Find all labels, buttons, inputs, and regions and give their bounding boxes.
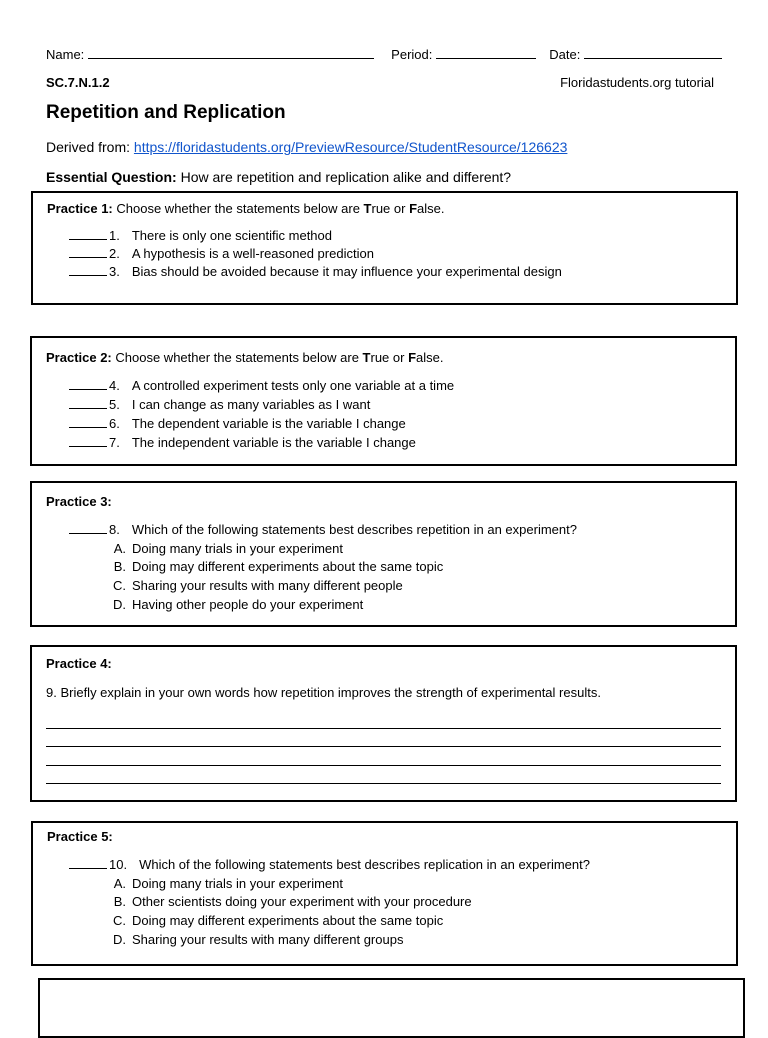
practice-3-box [30, 481, 737, 627]
true-rest: rue or [370, 350, 405, 365]
practice-2-label: Practice 2: [46, 350, 112, 365]
name-field[interactable] [88, 46, 374, 59]
question-row [69, 522, 577, 537]
question-text: Which of the following statements best describes replication in an experiment? [139, 857, 590, 872]
question-number: 5. [109, 397, 120, 412]
question-number: 7. [109, 435, 120, 450]
question-text: A controlled experiment tests only one variable at a time [131, 378, 455, 393]
answer-blank[interactable] [69, 246, 107, 258]
practice-2-instructions [46, 350, 444, 365]
option-c[interactable] [112, 913, 443, 928]
question-row [69, 246, 374, 261]
false-letter: F [409, 201, 418, 216]
answer-line[interactable] [46, 728, 721, 729]
option-c[interactable] [112, 578, 403, 593]
question-number: 8. [109, 522, 120, 537]
option-a[interactable] [112, 876, 343, 891]
question-text: There is only one scientific method [131, 228, 332, 243]
question-number: 10. [109, 857, 128, 872]
option-b[interactable] [112, 894, 472, 909]
option-text: Sharing your results with many different groups [132, 932, 404, 947]
option-b[interactable] [112, 559, 443, 574]
option-text: Having other people do your experiment [132, 597, 364, 612]
option-d[interactable] [112, 932, 403, 947]
practice-5-box [31, 821, 738, 966]
practice-1-instructions [47, 201, 445, 216]
practice-2-box [30, 336, 737, 466]
option-letter: C. [113, 913, 126, 928]
period-label: Period: [391, 47, 433, 62]
question-row [69, 857, 590, 872]
option-a[interactable] [112, 541, 343, 556]
practice-3-label: Practice 3: [46, 494, 112, 509]
practice-5-label: Practice 5: [47, 829, 113, 844]
derived-label: Derived from: [46, 139, 131, 155]
option-text: Other scientists doing your experiment with your procedure [132, 894, 472, 909]
answer-blank[interactable] [69, 397, 107, 409]
source-link[interactable]: https://floridastudents.org/PreviewResource/StudentResource/126623 [133, 139, 568, 155]
true-letter: T [362, 350, 371, 365]
option-text: Sharing your results with many different people [132, 578, 403, 593]
question-row [69, 397, 370, 412]
question-number: 2. [109, 246, 120, 261]
practice-4-box [30, 645, 737, 802]
instructions-text: Choose whether the statements below are [115, 350, 359, 365]
answer-blank[interactable] [69, 264, 107, 276]
question-text: The dependent variable is the variable I change [131, 416, 406, 431]
eq-text: How are repetition and replication alike and different? [180, 169, 512, 185]
question-row [69, 416, 406, 431]
answer-blank[interactable] [69, 522, 107, 534]
answer-line[interactable] [46, 746, 721, 747]
true-letter: T [363, 201, 372, 216]
false-letter: F [408, 350, 417, 365]
option-letter: B. [113, 559, 126, 574]
question-text: A hypothesis is a well-reasoned prediction [131, 246, 374, 261]
answer-blank[interactable] [69, 228, 107, 240]
eq-label: Essential Question: [46, 169, 177, 185]
source-tag: Floridastudents.org tutorial [560, 75, 714, 90]
derived-from [46, 139, 567, 155]
next-box [38, 978, 745, 1038]
page-title: Repetition and Replication [46, 102, 286, 123]
date-label: Date: [549, 47, 581, 62]
instructions-text: Choose whether the statements below are [116, 201, 360, 216]
true-rest: rue or [371, 201, 406, 216]
question-text: The independent variable is the variable I change [131, 435, 416, 450]
header-fields [46, 46, 722, 62]
name-label: Name: [46, 47, 85, 62]
question-row [69, 228, 332, 243]
option-letter: D. [113, 932, 126, 947]
period-field[interactable] [436, 46, 536, 59]
false-rest: alse. [416, 350, 444, 365]
question-row [69, 378, 454, 393]
answer-blank[interactable] [69, 378, 107, 390]
option-letter: C. [113, 578, 126, 593]
question-text: I can change as many variables as I want [131, 397, 371, 412]
false-rest: alse. [417, 201, 445, 216]
question-text: Which of the following statements best describes repetition in an experiment? [131, 522, 577, 537]
option-letter: D. [113, 597, 126, 612]
answer-blank[interactable] [69, 435, 107, 447]
date-field[interactable] [584, 46, 722, 59]
answer-line[interactable] [46, 783, 721, 784]
option-letter: A. [113, 541, 126, 556]
option-text: Doing many trials in your experiment [132, 541, 343, 556]
option-text: Doing may different experiments about the same topic [132, 913, 444, 928]
option-letter: B. [113, 894, 126, 909]
question-text: Bias should be avoided because it may influence your experimental design [131, 264, 562, 279]
question-number: 1. [109, 228, 120, 243]
question-row [69, 264, 562, 279]
option-d[interactable] [112, 597, 363, 612]
answer-blank[interactable] [69, 416, 107, 428]
answer-line[interactable] [46, 765, 721, 766]
standard-code: SC.7.N.1.2 [46, 75, 110, 90]
practice-4-question: 9. Briefly explain in your own words how repetition improves the strength of experimental results. [46, 685, 601, 700]
practice-1-label: Practice 1: [47, 201, 113, 216]
question-number: 4. [109, 378, 120, 393]
essential-question [46, 169, 511, 185]
option-text: Doing many trials in your experiment [132, 876, 343, 891]
question-row [69, 435, 416, 450]
question-number: 6. [109, 416, 120, 431]
practice-4-label: Practice 4: [46, 656, 112, 671]
option-text: Doing may different experiments about the same topic [132, 559, 444, 574]
practice-1-box [31, 191, 738, 305]
question-number: 3. [109, 264, 120, 279]
answer-blank[interactable] [69, 857, 107, 869]
option-letter: A. [113, 876, 126, 891]
